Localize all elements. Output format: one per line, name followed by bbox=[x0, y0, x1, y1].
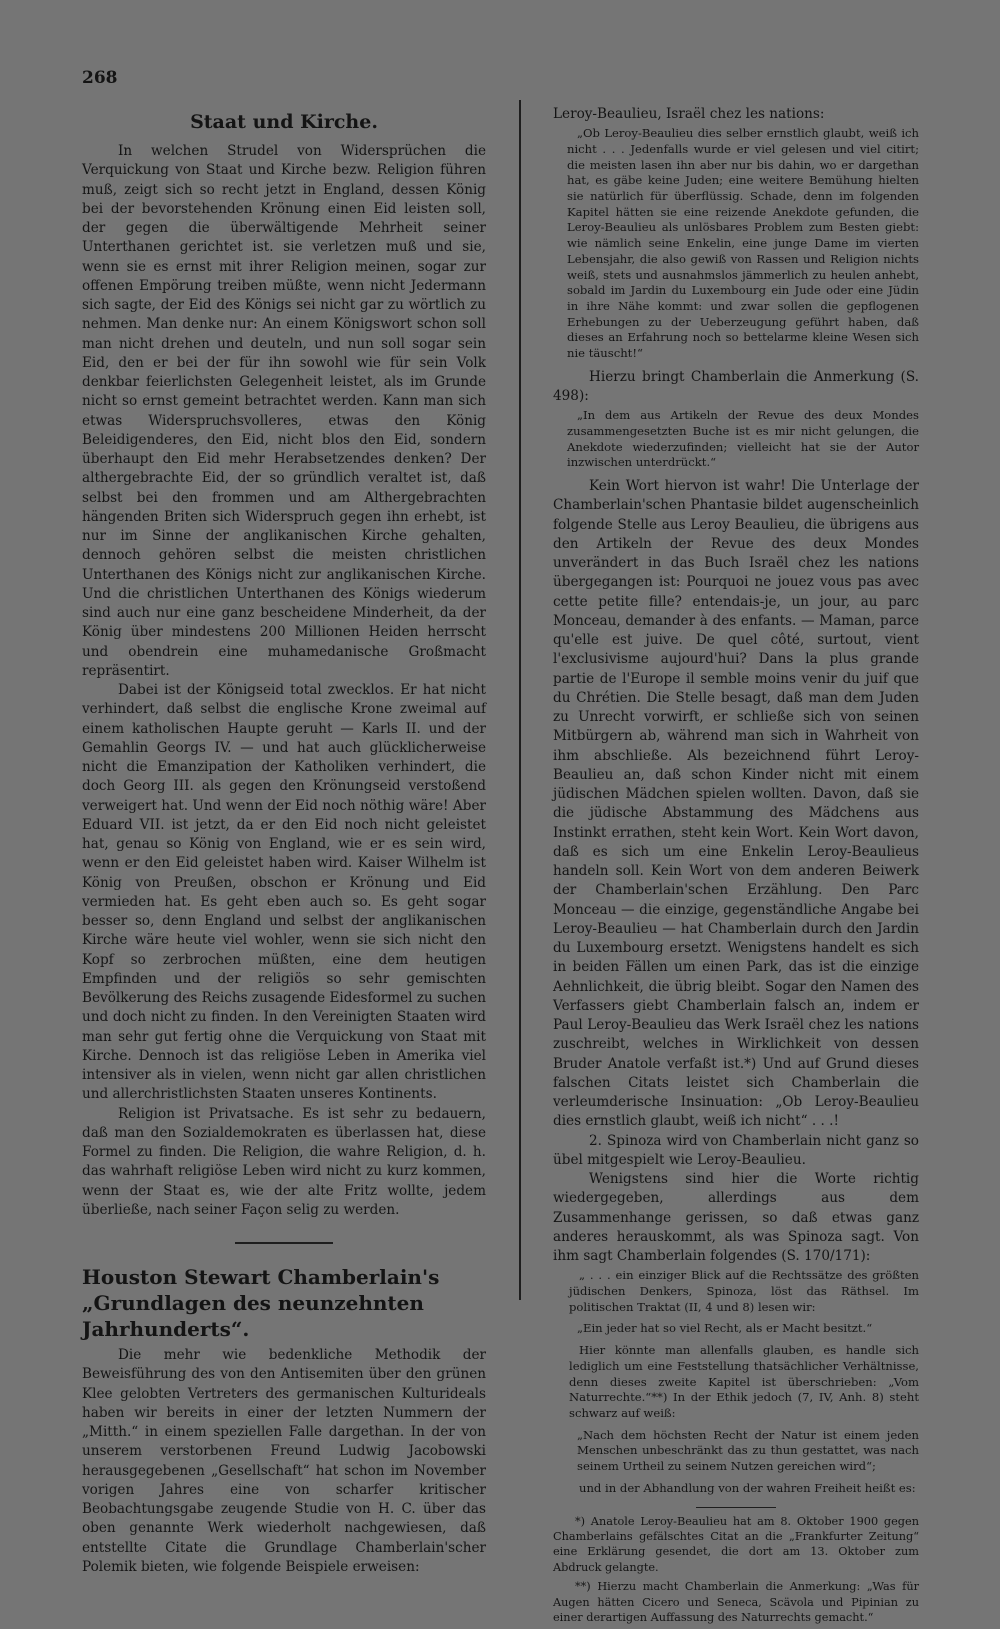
paragraph: Dabei ist der Königseid total zwecklos. Er hat nicht verhindert, daß selbst die englische Krone zweimal auf einem katholischen Haupte geruht — Karls II. und der Gemahlin Georgs IV. — und hat auch glücklicherweise nicht die Emanzipation der Katholiken verhindert, die doch Georg III. als gegen den Krönungseid verstoßend verweigert hat. Und wenn der Eid noch nöthig wäre! Aber Eduard VII. ist jetzt, da er den Eid noch nicht geleistet hat, genau so König von England, wie er es sein wird, wenn er den Eid geleistet haben wird. Kaiser Wilhelm ist König von Preußen, obschon er Krönung und Eid vermieden hat. Es geht eben auch so. Es geht sogar besser so, denn England und selbst der anglikanischen Kirche wäre heute viel wohler, wenn sie sich nicht den Kopf so zerbrochen müßten, eine dem heutigen Empfinden und der religiös so sehr gemischten Bevölkerung des Reichs zusagende Eidesformel zu suchen und doch nicht zu finden. In den Vereinigten Staaten wird man sehr gut fertig ohne die Verquickung von Staat mit Kirche. Dennoch ist das religiöse Leben in Amerika viel intensiver als in vielen, wenn nicht gar allen christlichen und allerchristlichsten Staaten unseres Kontinents. bbox=[82, 682, 486, 1103]
inner-quote: „Ein jeder hat so viel Recht, als er Macht besitzt.“ bbox=[577, 1321, 873, 1336]
paragraph: Kein Wort hiervon ist wahr! Die Unterlage der Chamberlain'schen Phantasie bildet augenscheinlich folgende Stelle aus Leroy Beaulieu, die übrigens aus den Artikeln der Revue des deux Mondes unverändert in das Buch Israël chez les nations übergegangen ist: Pourquoi ne jouez vous pas avec cette petite fille? entendais-je, un jour, au parc Monceau, demander à des enfants. — Maman, parce qu'elle est juive. De quel côté, surtout, vient l'exclusivisme aujourd'hui? Dans la plus grande partie de l'Europe il semble moins venir du juif que du Chrétien. Die Stelle besagt, daß man dem Juden zu Unrecht vorwirft, er schließe sich von seinen Mitbürgern ab, während man sich in Wahrheit von ihm abschließe. Als bezeichnend führt Leroy-Beaulieu an, daß schon Kinder nicht mit einem jüdischen Mädchen spielen wollten. Davon, daß sie die jüdische Abstammung des Mädchens aus Instinkt errathen, steht kein Wort. Kein Wort davon, daß es sich um eine Enkelin Leroy-Beaulieus handeln soll. Kein Wort von dem anderen Beiwerk der Chamberlain'schen Erzählung. Den Parc Monceau — die einzige, gegenständliche Angabe bei Leroy-Beaulieu — hat Chamberlain durch den Jardin du Luxembourg ersetzt. Wenigstens handelt es sich in beiden Fällen um einen Park, das ist die einzige Aehnlichkeit, die übrig bleibt. Sogar den Namen des Verfassers giebt Chamberlain falsch an, indem er Paul Leroy-Beaulieu das Werk Israël chez les nations zuschreibt, welches in Wirklichkeit von dessen Bruder Anatole verfaßt ist.*) Und auf Grund dieses falschen Citats leistet sich Chamberlain die verleumderische Insinuation: „Ob Leroy-Beaulieu dies ernstlich glaubt, weiß ich nicht“ . . .! bbox=[553, 478, 919, 1130]
paragraph: Wenigstens sind hier die Worte richtig wiedergegeben, allerdings aus dem Zusammenhange gerissen, so daß etwas ganz anderes herauskommt, als was Spinoza sagt. Von ihm sagt Chamberlain folgendes (S. 170/171): bbox=[553, 1171, 919, 1265]
block-quote: „In dem aus Artikeln der Revue des deux Mondes zusammengesetzten Buche ist es mir nicht gelungen, die Anekdote wiederzufinden; vielleicht hat sie der Autor inzwischen unterdrückt.“ bbox=[567, 408, 919, 470]
block-quote: und in der Abhandlung von der wahren Freiheit heißt es: bbox=[579, 1480, 916, 1495]
section-divider bbox=[235, 1242, 333, 1244]
paragraph: Religion ist Privatsache. Es ist sehr zu bedauern, daß man den Sozialdemokraten es überlassen hat, diese Formel zu finden. Die Religion, die wahre Religion, d. h. das wahrhaft religiöse Leben wird nicht zu kurz kommen, wenn der Staat es, wie der alte Fritz wollte, jedem überließe, nach seiner Façon selig zu werden. bbox=[82, 1105, 486, 1218]
footnote: *) Anatole Leroy-Beaulieu hat am 8. Oktober 1900 gegen Chamberlains gefälschtes Citat an die „Frankfurter Zeitung“ eine Erklärung gesendet, die dort am 13. Oktober zum Abdruck gelangte. bbox=[553, 1514, 919, 1574]
paragraph: Die mehr wie bedenkliche Methodik der Beweisführung des von den Antisemiten über den grünen Klee gelobten Vertreters des germanischen Kulturideals haben wir bereits in einer der letzten Nummern der „Mitth.“ in einem speziellen Falle dargethan. In der von unserem verstorbenen Freund Ludwig Jacobowski herausgegebenen „Gesellschaft“ hat schon im November vorigen Jahres eine von scharfer kritischer Beobachtungsgabe zeugende Studie von H. C. über das oben genannte Werk wiederholt nachgewiesen, daß entstellte Citate die Grundlage Chamberlain'scher Polemik bieten, wie folgende Beispiele erweisen: bbox=[82, 1347, 486, 1575]
column-divider bbox=[519, 100, 521, 1300]
page-number: 268 bbox=[82, 68, 118, 88]
block-quote: „Ob Leroy-Beaulieu dies selber ernstlich glaubt, weiß ich nicht . . . Jedenfalls wurde er viel gelesen und viel citirt; die meisten lasen ihn aber nur bis dahin, wo er dargethan hat, es gäbe keine Juden; eine weitere Bemühung hielten sie natürlich für überflüssig. Schade, denn im folgenden Kapitel hätten sie eine reizende Anekdote gefunden, die Leroy-Beaulieu als unlösbares Problem zum Besten giebt: wie nämlich seine Enkelin, eine junge Dame im vierten Lebensjahr, die also gewiß von Rassen und Religion nichts weiß, stets und ausnahmslos jämmerlich zu heulen anhebt, sobald im Jardin du Luxembourg ein Jude oder eine Jüdin in ihre Nähe kommt: und zwar sollen die gepflogenen Erhebungen zu der Ueberzeugung geführt haben, daß dieses an Erfahrung noch so bettelarme kleine Wesen sich nie täuscht!“ bbox=[567, 126, 919, 361]
block-quote: „ . . . ein einziger Blick auf die Rechtssätze des größten jüdischen Denkers, Spinoza, löst das Räthsel. Im politischen Traktat (II, 4 und 8) lesen wir: bbox=[569, 1268, 919, 1314]
paragraph: Hierzu bringt Chamberlain die Anmerkung (S. 498): bbox=[553, 368, 919, 405]
inner-quote: „Nach dem höchsten Recht der Natur ist einem jeden Menschen unbeschränkt das zu thun gestattet, was nach seinem Urtheil zu seinem Nutzen gereichen wird“; bbox=[577, 1427, 919, 1474]
footnote-divider bbox=[696, 1507, 776, 1508]
footnote: **) Hierzu macht Chamberlain die Anmerkung: „Was für Augen hätten Cicero und Seneca, Scävola und Pipinian zu einer derartigen Auffassung des Naturrechts gemacht.“ bbox=[553, 1580, 919, 1624]
left-column bbox=[82, 100, 486, 1577]
paragraph: Leroy-Beaulieu, Israël chez les nations: bbox=[553, 106, 825, 122]
paragraph: In welchen Strudel von Widersprüchen die Verquickung von Staat und Kirche bezw. Religion führen muß, zeigt sich so recht jetzt in England, dessen König bei der bevorstehenden Krönung einen Eid leisten soll, der gegen die überwältigende Mehrheit seiner Unterthanen gerichtet ist. sie verletzen muß und sie, wenn sie es ernst mit ihrer Religion meinen, sogar zur offenen Empörung treiben müßte, wenn nicht Jedermann sich sagte, der Eid des Königs sei nicht gar zu wörtlich zu nehmen. Man denke nur: An einem Königswort schon soll man nicht drehen und deuteln, und nun soll sogar sein Eid, den er bei der für ihn sowohl wie für sein Volk denkbar feierlichsten Gelegenheit leistet, als im Grunde nicht so ernst gemeint betrachtet werden. Kann man sich etwas Widerspruchsvolleres, etwas den König Beleidigenderes, den Eid, nicht blos den Eid, sondern überhaupt den Eid mehr Herabsetzendes denken? Der althergebrachte Eid, der so gründlich veraltet ist, daß selbst bei den frommen und am Althergebrachten hängenden Briten sich Widerspruch gegen ihn erhebt, ist nur im Sinne der anglikanischen Kirche gehalten, dennoch gehören selbst die meisten christlichen Unterthanen des Königs nicht zur anglikanischen Kirche. Und die christlichen Unterthanen des Königs wiederum sind auch nur eine ganz bescheidene Minderheit, da der König über mindestens 200 Millionen Heiden herrscht und obendrein eine muhamedanische Großmacht repräsentirt. bbox=[82, 143, 486, 679]
right-column bbox=[553, 105, 919, 1629]
block-quote: Hier könnte man allenfalls glauben, es handle sich lediglich um eine Feststellung thatsächlicher Verhältnisse, denn dieses zweite Kapitel ist überschrieben: „Vom Naturrechte.“**) In der Ethik jedoch (7, IV, Anh. 8) steht schwarz auf weiß: bbox=[569, 1343, 919, 1420]
article-title-chamberlain: Houston Stewart Chamberlain's „Grundlagen des neunzehnten Jahrhunderts“. bbox=[82, 1265, 440, 1341]
paragraph: 2. Spinoza wird von Chamberlain nicht ganz so übel mitgespielt wie Leroy-Beaulieu. bbox=[553, 1132, 919, 1168]
article-title-staat-und-kirche: Staat und Kirche. bbox=[190, 111, 378, 133]
